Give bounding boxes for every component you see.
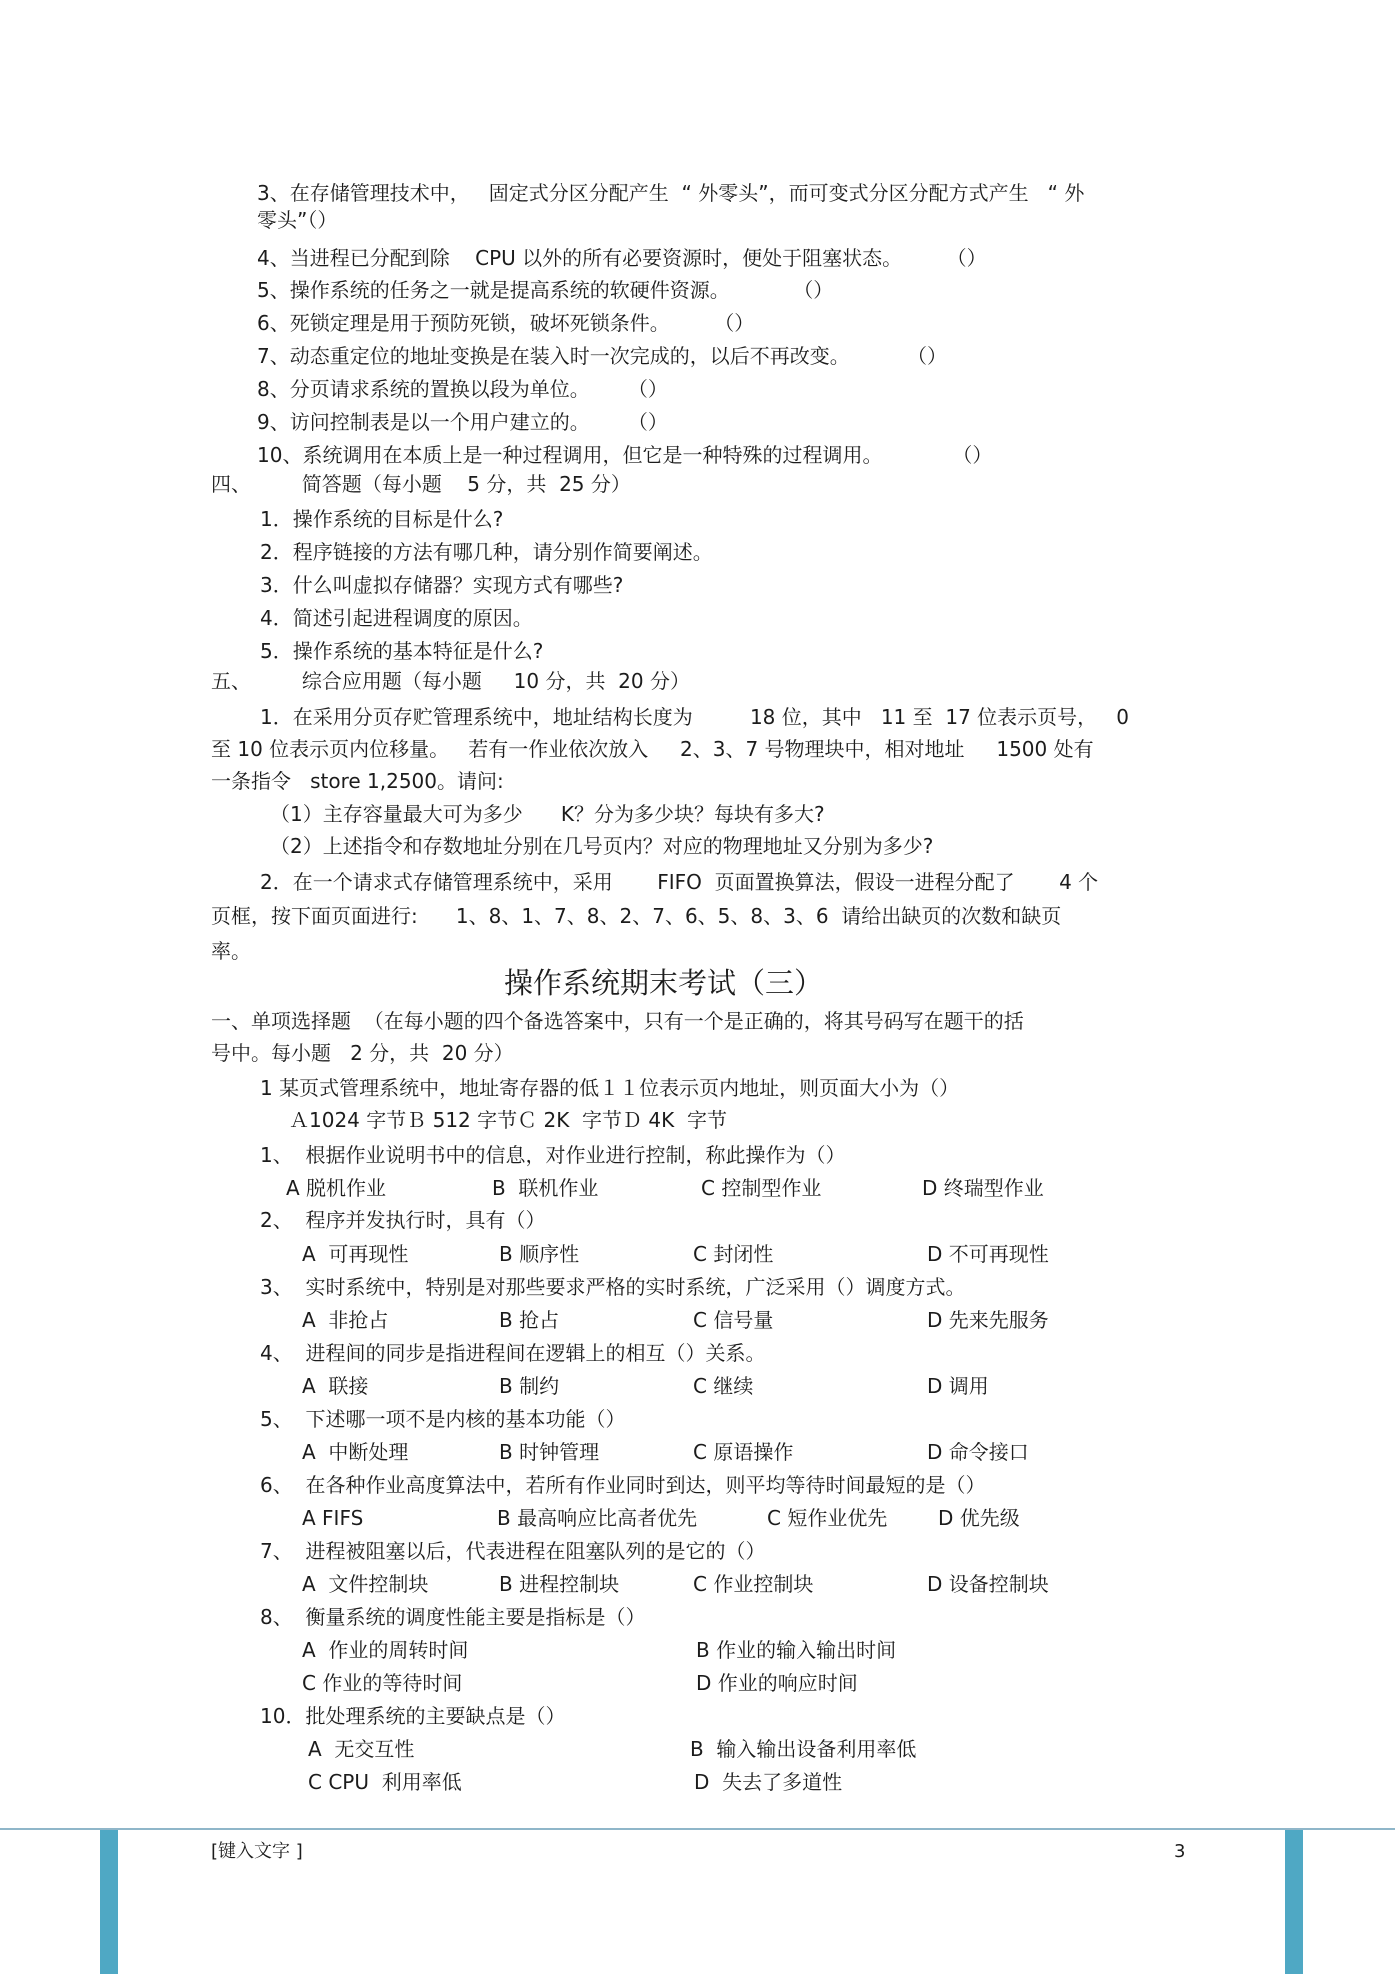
mc-q7-option-a: A 文件控制块 (302, 1572, 429, 1596)
mc-q5-option-a: A 中断处理 (302, 1440, 409, 1464)
short-answer-2: 2．程序链接的方法有哪几种，请分别作简要阐述。 (260, 540, 713, 564)
mc-question-2: 2、 程序并发执行时，具有（） (260, 1208, 546, 1232)
section-five-heading: 五、 综合应用题（每小题 10 分，共 20 分） (211, 669, 690, 693)
footer-right-bar (1285, 1830, 1303, 1974)
judge-item-5: 5、操作系统的任务之一就是提高系统的软硬件资源。 （） (257, 278, 834, 302)
exam-title: 操作系统期末考试（三） (504, 966, 824, 1000)
mc-q7-option-d: D 设备控制块 (927, 1572, 1049, 1596)
mc-question-7: 7、 进程被阻塞以后，代表进程在阻塞队列的是它的（） (260, 1539, 766, 1563)
short-answer-3: 3．什么叫虚拟存储器？实现方式有哪些? (260, 573, 624, 597)
mc-q8-option-d: D 作业的响应时间 (696, 1671, 858, 1695)
judge-item-4: 4、当进程已分配到除 CPU 以外的所有必要资源时，便处于阻塞状态。 （） (257, 246, 987, 270)
mc-q10-option-d: D 失去了多道性 (694, 1770, 843, 1794)
application-1-sub-1: （1）主存容量最大可为多少 K？分为多少块？每块有多大? (270, 802, 825, 826)
application-1-sub-2: （2）上述指令和存数地址分别在几号页内？对应的物理地址又分别为多少? (270, 834, 934, 858)
judge-item-7: 7、动态重定位的地址变换是在装入时一次完成的，以后不再改变。 （） (257, 344, 947, 368)
application-2-line-1: 2．在一个请求式存储管理系统中，采用 FIFO 页面置换算法，假设一进程分配了 4 个 (260, 870, 1099, 894)
mc-q3-option-a: A 非抢占 (302, 1308, 389, 1332)
mc-q10-option-b: B 输入输出设备利用率低 (690, 1737, 917, 1761)
mc-q2-option-a: A 可再现性 (302, 1242, 409, 1266)
application-1-line-3: 一条指令 store 1,2500。请问: (211, 769, 504, 793)
footer-left-bar (100, 1830, 118, 1974)
mc-q2-option-b: B 顺序性 (499, 1242, 580, 1266)
section-four-heading: 四、 简答题（每小题 5 分，共 25 分） (211, 472, 631, 496)
mc-question-0: 1 某页式管理系统中，地址寄存器的低１１位表示页内地址，则页面大小为（） (260, 1076, 960, 1100)
mc-question-0-options: Ａ1024 字节Ｂ 512 字节Ｃ 2K 字节Ｄ 4K 字节 (289, 1108, 727, 1132)
application-2-line-2: 页框，按下面页面进行: 1、8、1、7、8、2、7、6、5、8、3、6 请给出缺页的次数和缺页 (211, 904, 1062, 928)
mc-q6-option-d: D 优先级 (938, 1506, 1020, 1530)
mc-q1-option-c: C 控制型作业 (701, 1176, 822, 1200)
footer-placeholder-text[interactable]: [键入文字 ] (211, 1841, 303, 1862)
mc-q4-option-a: A 联接 (302, 1374, 369, 1398)
mc-q4-option-d: D 调用 (927, 1374, 989, 1398)
mc-q3-option-b: B 抢占 (499, 1308, 560, 1332)
mc-q6-option-c: C 短作业优先 (767, 1506, 888, 1530)
judge-item-8: 8、分页请求系统的置换以段为单位。 （） (257, 377, 668, 401)
section-one-heading-line-2: 号中。每小题 2 分，共 20 分） (211, 1041, 514, 1065)
mc-question-10: 10．批处理系统的主要缺点是（） (260, 1704, 566, 1728)
mc-q8-option-b: B 作业的输入输出时间 (696, 1638, 897, 1662)
judge-item-10: 10、系统调用在本质上是一种过程调用，但它是一种特殊的过程调用。 （） (257, 443, 993, 467)
mc-q4-option-b: B 制约 (499, 1374, 560, 1398)
mc-q4-option-c: C 继续 (693, 1374, 754, 1398)
mc-question-4: 4、 进程间的同步是指进程间在逻辑上的相互（）关系。 (260, 1341, 766, 1365)
mc-q5-option-b: B 时钟管理 (499, 1440, 600, 1464)
mc-q2-option-c: C 封闭性 (693, 1242, 774, 1266)
mc-q1-option-a: A 脱机作业 (286, 1176, 387, 1200)
mc-q3-option-c: C 信号量 (693, 1308, 774, 1332)
page-number: 3 (1174, 1841, 1186, 1862)
mc-question-3: 3、 实时系统中，特别是对那些要求严格的实时系统，广泛采用（）调度方式。 (260, 1275, 966, 1299)
mc-q6-option-a: A FIFS (302, 1506, 364, 1530)
short-answer-4: 4．简述引起进程调度的原因。 (260, 606, 533, 630)
application-1-line-1: 1．在采用分页存贮管理系统中，地址结构长度为 18 位，其中 11 至 17 位表示页号， 0 (260, 705, 1129, 729)
mc-q6-option-b: B 最高响应比高者优先 (497, 1506, 698, 1530)
mc-q10-option-c: C CPU 利用率低 (308, 1770, 462, 1794)
mc-question-5: 5、 下述哪一项不是内核的基本功能（） (260, 1407, 626, 1431)
mc-q7-option-c: C 作业控制块 (693, 1572, 814, 1596)
judge-item-3-line-1: 3、在存储管理技术中， 固定式分区分配产生 “ 外零头”，而可变式分区分配方式产生 “ 外 (257, 181, 1085, 205)
section-one-heading-line-1: 一、单项选择题 （在每小题的四个备选答案中，只有一个是正确的，将其号码写在题干的括 (211, 1009, 1024, 1033)
mc-q5-option-d: D 命令接口 (927, 1440, 1029, 1464)
mc-q2-option-d: D 不可再现性 (927, 1242, 1049, 1266)
judge-item-3-line-2: 零头”（） (257, 208, 338, 232)
mc-q8-option-c: C 作业的等待时间 (302, 1671, 463, 1695)
mc-q7-option-b: B 进程控制块 (499, 1572, 620, 1596)
mc-q1-option-d: D 终瑞型作业 (922, 1176, 1044, 1200)
mc-q10-option-a: A 无交互性 (308, 1737, 415, 1761)
judge-item-9: 9、访问控制表是以一个用户建立的。 （） (257, 410, 668, 434)
footer-divider (0, 1828, 1395, 1830)
mc-q5-option-c: C 原语操作 (693, 1440, 794, 1464)
mc-q8-option-a: A 作业的周转时间 (302, 1638, 469, 1662)
application-2-line-3: 率。 (211, 939, 251, 963)
mc-question-8: 8、 衡量系统的调度性能主要是指标是（） (260, 1605, 646, 1629)
mc-q3-option-d: D 先来先服务 (927, 1308, 1049, 1332)
short-answer-1: 1．操作系统的目标是什么? (260, 507, 504, 531)
mc-question-6: 6、 在各种作业高度算法中，若所有作业同时到达，则平均等待时间最短的是（） (260, 1473, 986, 1497)
application-1-line-2: 至 10 位表示页内位移量。 若有一作业依次放入 2、3、7 号物理块中，相对地址 1500 处有 (211, 737, 1094, 761)
mc-question-1: 1、 根据作业说明书中的信息，对作业进行控制，称此操作为（） (260, 1143, 846, 1167)
short-answer-5: 5．操作系统的基本特征是什么? (260, 639, 544, 663)
mc-q1-option-b: B 联机作业 (492, 1176, 599, 1200)
judge-item-6: 6、死锁定理是用于预防死锁，破坏死锁条件。 （） (257, 311, 755, 335)
